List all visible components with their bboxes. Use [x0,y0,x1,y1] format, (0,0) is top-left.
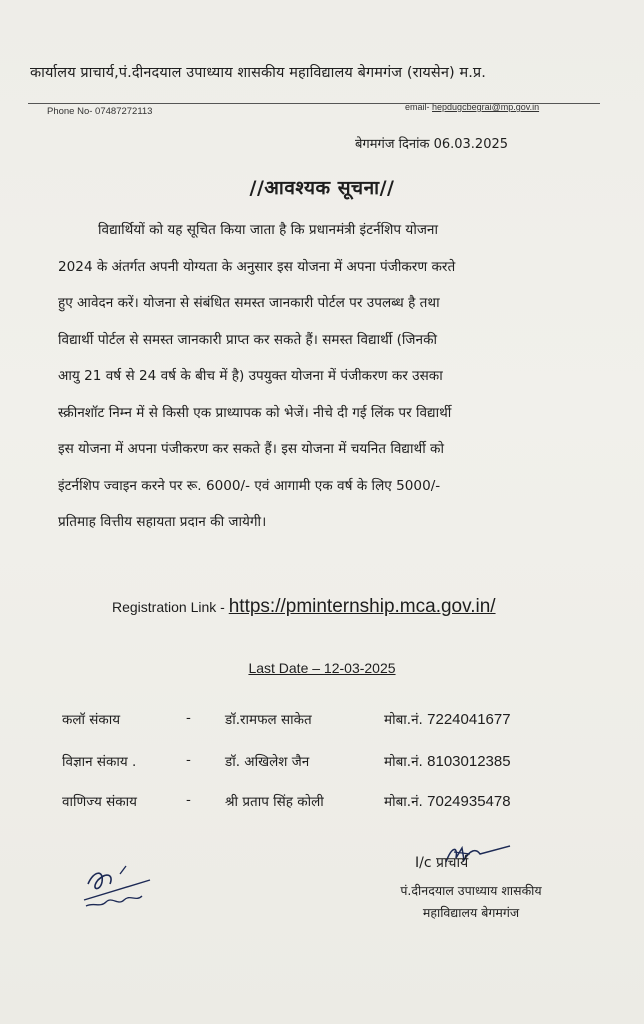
faculty-name: वाणिज्य संकाय [62,794,137,810]
body-line: विद्यार्थी पोर्टल से समस्त जानकारी प्राप्त कर सकते हैं। समस्त विद्यार्थी (जिनकी [58,331,438,348]
teacher-name: डॉ.रामफल साकेत [225,712,312,728]
place-date: बेगमगंज दिनांक 06.03.2025 [355,137,509,152]
mobile-label: मोबा.नं. [384,754,423,770]
signatory-line: महाविद्यालय बेगमगंज [422,905,520,920]
mobile-label: मोबा.नं. [384,712,423,728]
contact-row [0,710,644,734]
body-line: आयु 21 वर्ष से 24 वर्ष के बीच में है) उपयुक्त योजना में पंजीकरण कर उसका [58,368,443,384]
registration-label: Registration Link - [112,599,229,615]
mobile-entry [384,710,511,728]
last-date-text: Last Date – 12-03-2025 [248,660,396,676]
notice-heading: //आवश्यक सूचना// [249,177,395,199]
separator-dash: - [186,792,191,808]
teacher-name: श्री प्रताप सिंह कोली [225,794,324,810]
mobile-number: 8103012385 [427,753,511,770]
body-line: स्क्रीनशॉट निम्न में से किसी एक प्राध्यापक को भेजें। नीचे दी गई लिंक पर विद्यार्थी [58,404,452,421]
faculty-name: विज्ञान संकाय . [62,754,137,770]
signatory-title: I/c प्राचार्य [415,855,469,871]
faculty-name: कलॉ संकाय [62,712,121,728]
contact-row [0,792,644,816]
left-initials-signature [80,862,160,912]
body-line: विद्यार्थियों को यह सूचित किया जाता है कि प्रधानमंत्री इंटर्नशिप योजना [98,222,438,238]
mobile-number: 7024935478 [427,793,511,810]
email-address: hepdugcbegrai@mp.gov.in [432,102,540,112]
contact-row [0,752,644,776]
separator-dash: - [186,752,191,768]
body-line: इंटर्नशिप ज्वाइन करने पर रू. 6000/- एवं आगामी एक वर्ष के लिए 5000/- [58,477,441,494]
mobile-number: 7224041677 [427,711,511,728]
teacher-name: डॉ. अखिलेश जैन [225,754,310,770]
email-line [405,102,539,112]
registration-link[interactable]: https://pminternship.mca.gov.in/ [228,596,496,617]
signatory-block [376,880,566,924]
last-date [0,660,644,676]
registration-row [112,596,496,618]
mobile-entry [384,752,511,770]
body-line: 2024 के अंतर्गत अपनी योग्यता के अनुसार इस योजना में अपना पंजीकरण करते [58,258,456,275]
notice-body [58,212,598,541]
signatory-line: पं.दीनदयाल उपाध्याय शासकीय [400,883,542,898]
separator-dash: - [186,710,191,726]
office-header: कार्यालय प्राचार्य,पं.दीनदयाल उपाध्याय शासकीय महाविद्यालय बेगमगंज (रायसेन) म.प्र. [30,65,486,81]
email-label: email- [405,102,430,112]
mobile-label: मोबा.नं. [384,794,423,810]
mobile-entry [384,792,511,810]
phone-number: Phone No- 07487272113 [47,106,153,117]
body-line: हुए आवेदन करें। योजना से संबंधित समस्त जानकारी पोर्टल पर उपलब्ध है तथा [58,295,440,311]
body-line: इस योजना में अपना पंजीकरण कर सकते हैं। इस योजना में चयनित विद्यार्थी को [58,441,445,457]
body-line: प्रतिमाह वित्तीय सहायता प्रदान की जायेगी। [58,514,267,530]
